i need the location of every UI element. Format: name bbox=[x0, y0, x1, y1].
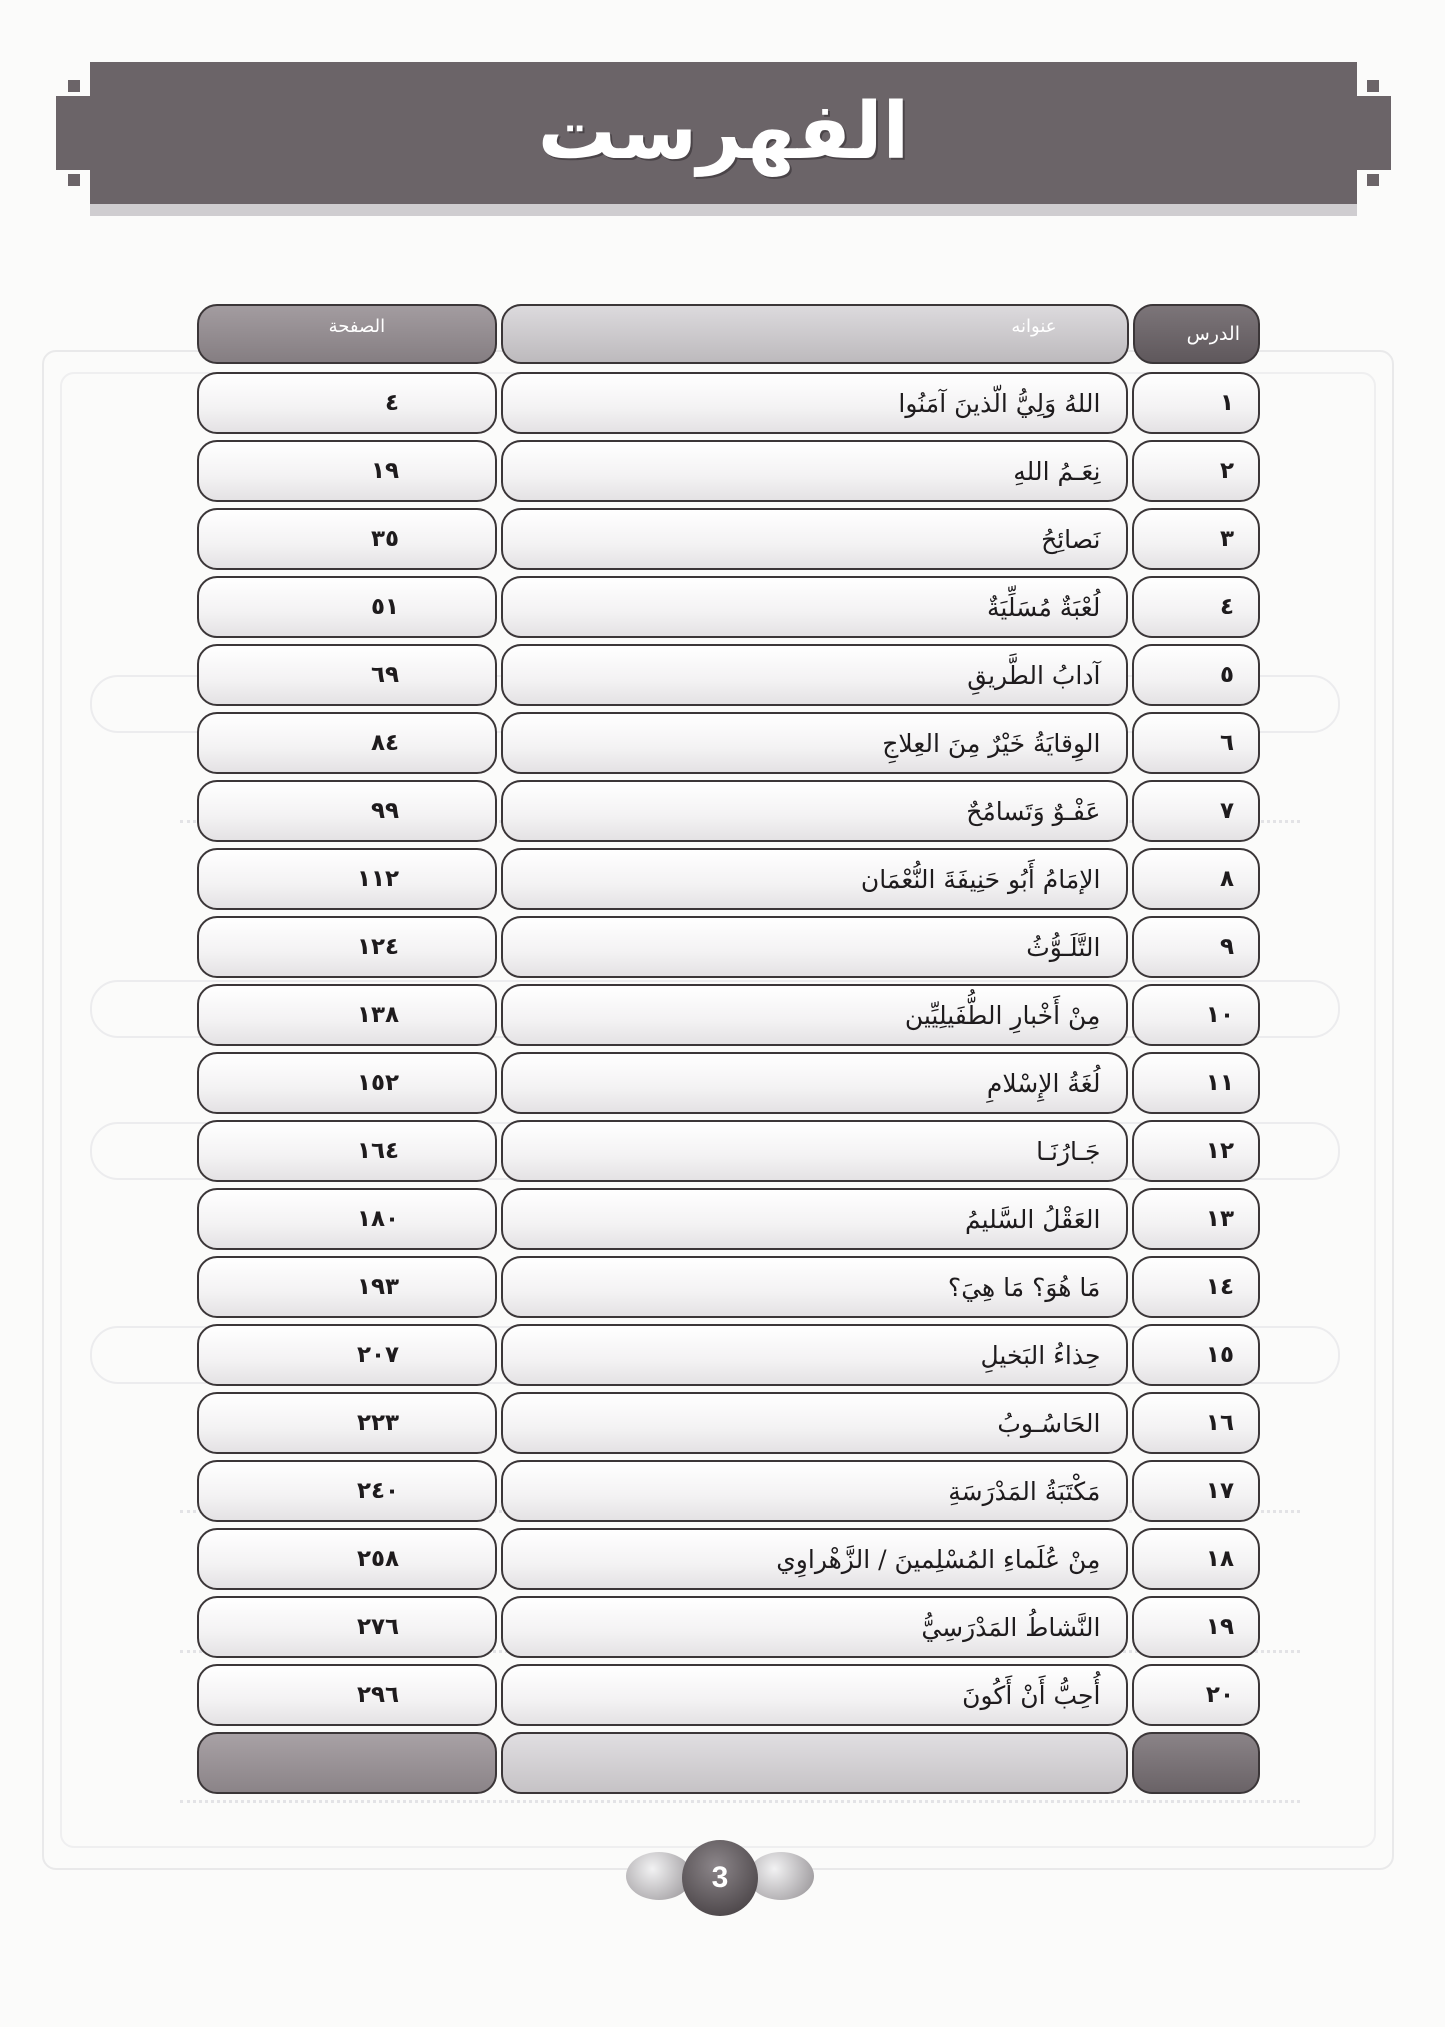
lesson-number: ١٥ bbox=[1132, 1324, 1260, 1386]
lesson-title: عَفْـوٌ وَتَسامُحٌ bbox=[501, 780, 1128, 842]
table-row bbox=[197, 1596, 1260, 1664]
table-row bbox=[197, 1460, 1260, 1528]
lesson-page: ٦٩ bbox=[197, 644, 497, 706]
lesson-title: مِنْ أَخْبارِ الطُّفَيلِيِّين bbox=[501, 984, 1128, 1046]
page-title: الفهرست bbox=[537, 87, 910, 177]
lesson-number: ١١ bbox=[1132, 1052, 1260, 1114]
table-row bbox=[197, 1188, 1260, 1256]
lesson-number: ١٤ bbox=[1132, 1256, 1260, 1318]
contents-table bbox=[197, 304, 1260, 1800]
lesson-title: اللهُ وَلِيُّ الّذينَ آمَنُوا bbox=[501, 372, 1128, 434]
footer-cell-title bbox=[501, 1732, 1128, 1794]
lesson-number: ٢٠ bbox=[1132, 1664, 1260, 1726]
lesson-page: ١٩ bbox=[197, 440, 497, 502]
lesson-title: آدابُ الطَّريقِ bbox=[501, 644, 1128, 706]
lesson-title: العَقْلُ السَّليمُ bbox=[501, 1188, 1128, 1250]
lesson-page: ١٣٨ bbox=[197, 984, 497, 1046]
table-row bbox=[197, 780, 1260, 848]
lesson-number: ٣ bbox=[1132, 508, 1260, 570]
table-row bbox=[197, 916, 1260, 984]
lesson-title: الوِقايَةُ خَيْرٌ مِنَ العِلاجِ bbox=[501, 712, 1128, 774]
lesson-number: ٧ bbox=[1132, 780, 1260, 842]
table-row bbox=[197, 1392, 1260, 1460]
lesson-page: ٩٩ bbox=[197, 780, 497, 842]
lesson-page: ٢٠٧ bbox=[197, 1324, 497, 1386]
lesson-title: النَّشاطُ المَدْرَسِيُّ bbox=[501, 1596, 1128, 1658]
lesson-page: ٢٩٦ bbox=[197, 1664, 497, 1726]
lesson-number: ٢ bbox=[1132, 440, 1260, 502]
lesson-title: الحَاسُـوبُ bbox=[501, 1392, 1128, 1454]
footer-cell-lesson bbox=[1132, 1732, 1260, 1794]
table-footer-row bbox=[197, 1732, 1260, 1800]
lesson-title: نِعَـمُ اللهِ bbox=[501, 440, 1128, 502]
header-title: عنوانه bbox=[501, 304, 1128, 364]
title-banner bbox=[56, 62, 1391, 204]
table-row bbox=[197, 1664, 1260, 1732]
lesson-title: مَا هُوَ؟ مَا هِيَ؟ bbox=[501, 1256, 1128, 1318]
page-number: 3 bbox=[682, 1840, 758, 1916]
lesson-number: ١٦ bbox=[1132, 1392, 1260, 1454]
lesson-number: ١٨ bbox=[1132, 1528, 1260, 1590]
header-page: الصفحة bbox=[197, 304, 497, 364]
lesson-title: مَكْتَبَةُ المَدْرَسَةِ bbox=[501, 1460, 1128, 1522]
lesson-page: ١١٢ bbox=[197, 848, 497, 910]
lesson-number: ١٣ bbox=[1132, 1188, 1260, 1250]
lesson-number: ٩ bbox=[1132, 916, 1260, 978]
lesson-number: ٥ bbox=[1132, 644, 1260, 706]
lesson-page: ٢٤٠ bbox=[197, 1460, 497, 1522]
page-number-badge bbox=[620, 1840, 820, 1910]
lesson-page: ٢٢٣ bbox=[197, 1392, 497, 1454]
lesson-page: ١٥٢ bbox=[197, 1052, 497, 1114]
lesson-number: ١٢ bbox=[1132, 1120, 1260, 1182]
lesson-page: ٤ bbox=[197, 372, 497, 434]
header-lesson: الدرس bbox=[1133, 304, 1261, 364]
lesson-title: الإمَامُ أَبُو حَنِيفَةَ النُّعْمَان bbox=[501, 848, 1128, 910]
table-row bbox=[197, 508, 1260, 576]
lesson-title: جَـارُنَـا bbox=[501, 1120, 1128, 1182]
lesson-number: ١٧ bbox=[1132, 1460, 1260, 1522]
table-row bbox=[197, 984, 1260, 1052]
lesson-title: لُغَةُ الإِسْلامِ bbox=[501, 1052, 1128, 1114]
lesson-page: ١٩٣ bbox=[197, 1256, 497, 1318]
banner-shadow bbox=[90, 204, 1357, 216]
lesson-title: أُحِبُّ أَنْ أَكُونَ bbox=[501, 1664, 1128, 1726]
lesson-number: ١٩ bbox=[1132, 1596, 1260, 1658]
lesson-page: ٥١ bbox=[197, 576, 497, 638]
table-row bbox=[197, 1120, 1260, 1188]
lesson-number: ١ bbox=[1132, 372, 1260, 434]
table-row bbox=[197, 712, 1260, 780]
table-row bbox=[197, 1256, 1260, 1324]
lesson-page: ٨٤ bbox=[197, 712, 497, 774]
lesson-page: ٢٧٦ bbox=[197, 1596, 497, 1658]
lesson-page: ٣٥ bbox=[197, 508, 497, 570]
table-row bbox=[197, 1052, 1260, 1120]
table-row bbox=[197, 848, 1260, 916]
footer-cell-page bbox=[197, 1732, 497, 1794]
table-header-row bbox=[197, 304, 1260, 372]
lesson-title: لُعْبَةٌ مُسَلِّيَةٌ bbox=[501, 576, 1128, 638]
lesson-number: ٦ bbox=[1132, 712, 1260, 774]
table-row bbox=[197, 644, 1260, 712]
lesson-number: ٨ bbox=[1132, 848, 1260, 910]
background-divider bbox=[180, 1800, 1300, 1803]
lesson-number: ٤ bbox=[1132, 576, 1260, 638]
lesson-page: ٢٥٨ bbox=[197, 1528, 497, 1590]
lesson-title: حِذاءُ البَخيلِ bbox=[501, 1324, 1128, 1386]
lesson-page: ١٨٠ bbox=[197, 1188, 497, 1250]
lesson-page: ١٦٤ bbox=[197, 1120, 497, 1182]
lesson-title: نَصائِحُ bbox=[501, 508, 1128, 570]
lesson-title: التَّلَـوُّثُ bbox=[501, 916, 1128, 978]
table-row bbox=[197, 1324, 1260, 1392]
table-row bbox=[197, 1528, 1260, 1596]
table-row bbox=[197, 576, 1260, 644]
lesson-number: ١٠ bbox=[1132, 984, 1260, 1046]
lesson-title: مِنْ عُلَماءِ المُسْلِمينَ / الزَّهْراوِي bbox=[501, 1528, 1128, 1590]
table-row bbox=[197, 372, 1260, 440]
table-row bbox=[197, 440, 1260, 508]
lesson-page: ١٢٤ bbox=[197, 916, 497, 978]
